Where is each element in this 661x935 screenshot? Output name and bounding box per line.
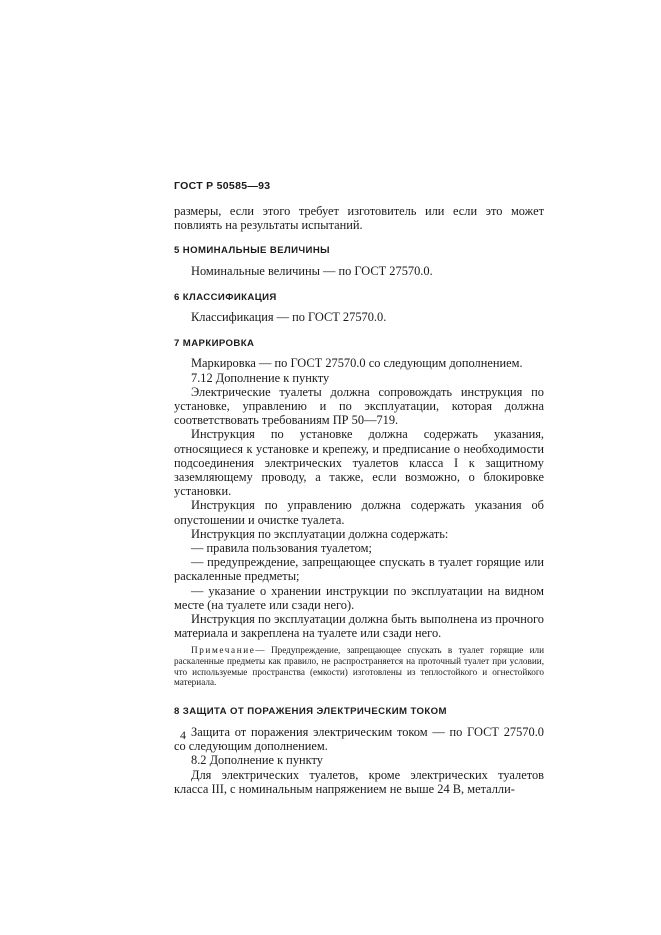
section-8-clause-8-2: 8.2 Дополнение к пункту <box>191 753 323 768</box>
section-7-paragraph-4: Инструкция по установке должна содержать указания, относящиеся к установке и крепежу, и предписание о необходимости подсоединения электрических туалетов класса I к защитному заземляющему проводу, а также, если возможно, о блокировке установки. <box>174 427 544 499</box>
standard-code-header: ГОСТ Р 50585—93 <box>174 180 271 192</box>
section-7-paragraph-10: Инструкция по эксплуатации должна быть выполнена из прочного материала и закреплена на туалете или сзади него. <box>174 612 544 641</box>
section-7-list-item-3: — указание о хранении инструкции по эксплуатации на видном месте (на туалете или сзади него). <box>174 583 544 612</box>
note-text: — Предупреждение, запрещающее спускать в туалет горящие или раскаленные предметы как правило, не распространяется на проточный туалет при условии, что используемые пространства (емкости) изготовлены из теплостойкого и огнестойкого материала. <box>174 645 544 688</box>
section-7-list-item-2: — предупреждение, запрещающее спускать в туалет горящие или раскаленные предметы; <box>174 555 544 584</box>
section-5-text: Номинальные величины — по ГОСТ 27570.0. <box>191 263 433 278</box>
section-7-paragraph-3: Электрические туалеты должна сопровождать инструкция по установке, управлению и по эксплуатации, которая должна соответствовать требованиям ПР 50—719. <box>174 384 544 428</box>
section-8-paragraph-1: Защита от поражения электрическим током — по ГОСТ 27570.0 со следующим дополнением. <box>174 725 544 754</box>
section-6-text: Классификация — по ГОСТ 27570.0. <box>191 310 387 325</box>
section-7-list-item-1: — правила пользования туалетом; <box>191 541 372 556</box>
section-7-paragraph-5: Инструкция по управлению должна содержать указания об опустошении и очистке туалета. <box>174 498 544 527</box>
page-body <box>174 204 544 796</box>
note-label: Примечание <box>191 645 256 656</box>
section-5-title: 5 НОМИНАЛЬНЫЕ ВЕЛИЧИНЫ <box>174 245 330 257</box>
section-7-title: 7 МАРКИРОВКА <box>174 338 255 350</box>
section-7-clause-7-12: 7.12 Дополнение к пункту <box>191 370 330 385</box>
section-6-title: 6 КЛАССИФИКАЦИЯ <box>174 291 277 303</box>
section-7-paragraph-1: Маркировка — по ГОСТ 27570.0 со следующим дополнением. <box>191 356 523 371</box>
section-7-paragraph-6: Инструкция по эксплуатации должна содержать: <box>191 526 449 541</box>
section-7-note <box>174 645 544 687</box>
section-8-paragraph-3: Для электрических туалетов, кроме электрических туалетов класса III, с номинальным напряжением не выше 24 В, металли- <box>174 767 544 796</box>
section-8-title: 8 ЗАЩИТА ОТ ПОРАЖЕНИЯ ЭЛЕКТРИЧЕСКИМ ТОКОМ <box>174 705 447 717</box>
intro-paragraph: размеры, если этого требует изготовитель или если это может повлиять на результаты испытаний. <box>174 204 544 233</box>
page-number: 4 <box>180 728 186 742</box>
